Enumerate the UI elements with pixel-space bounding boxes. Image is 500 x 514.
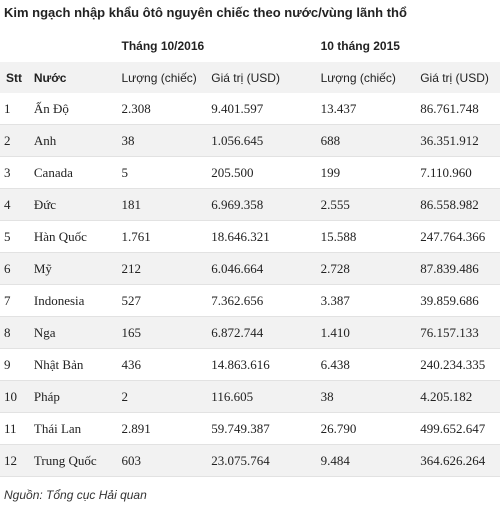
stt-cell: 7 bbox=[0, 285, 28, 317]
qty-current-cell: 2.891 bbox=[115, 413, 205, 445]
country-cell: Đức bbox=[28, 189, 116, 221]
value-current-cell: 6.969.358 bbox=[205, 189, 314, 221]
value-previous-cell: 499.652.647 bbox=[414, 413, 500, 445]
country-cell: Nhật Bản bbox=[28, 349, 116, 381]
value-previous-cell: 87.839.486 bbox=[414, 253, 500, 285]
qty-previous-cell: 2.555 bbox=[315, 189, 415, 221]
qty-previous-cell: 9.484 bbox=[315, 445, 415, 477]
country-cell: Pháp bbox=[28, 381, 116, 413]
value-current-cell: 23.075.764 bbox=[205, 445, 314, 477]
period-previous-header: 10 tháng 2015 bbox=[315, 30, 500, 62]
qty-previous-cell: 38 bbox=[315, 381, 415, 413]
value-previous-cell: 7.110.960 bbox=[414, 157, 500, 189]
table-row bbox=[0, 253, 500, 285]
qty-previous-cell: 15.588 bbox=[315, 221, 415, 253]
source-note: Nguồn: Tổng cục Hải quan bbox=[4, 488, 147, 502]
qty-previous-cell: 2.728 bbox=[315, 253, 415, 285]
value-current-cell: 18.646.321 bbox=[205, 221, 314, 253]
qty-previous-cell: 6.438 bbox=[315, 349, 415, 381]
column-header-row bbox=[0, 62, 500, 93]
table-row bbox=[0, 93, 500, 125]
qty-current-cell: 212 bbox=[115, 253, 205, 285]
qty-previous-cell: 688 bbox=[315, 125, 415, 157]
value-previous-cell: 76.157.133 bbox=[414, 317, 500, 349]
period-current-header: Tháng 10/2016 bbox=[115, 30, 314, 62]
country-cell: Trung Quốc bbox=[28, 445, 116, 477]
qty-previous-cell: 13.437 bbox=[315, 93, 415, 125]
stt-cell: 4 bbox=[0, 189, 28, 221]
country-cell: Hàn Quốc bbox=[28, 221, 116, 253]
col-header-country: Nước bbox=[28, 62, 116, 93]
value-previous-cell: 247.764.366 bbox=[414, 221, 500, 253]
country-cell: Thái Lan bbox=[28, 413, 116, 445]
stt-cell: 3 bbox=[0, 157, 28, 189]
stt-cell: 6 bbox=[0, 253, 28, 285]
value-current-cell: 9.401.597 bbox=[205, 93, 314, 125]
qty-current-cell: 5 bbox=[115, 157, 205, 189]
value-previous-cell: 364.626.264 bbox=[414, 445, 500, 477]
value-current-cell: 7.362.656 bbox=[205, 285, 314, 317]
value-current-cell: 1.056.645 bbox=[205, 125, 314, 157]
value-current-cell: 14.863.616 bbox=[205, 349, 314, 381]
value-current-cell: 116.605 bbox=[205, 381, 314, 413]
stt-cell: 11 bbox=[0, 413, 28, 445]
qty-previous-cell: 26.790 bbox=[315, 413, 415, 445]
table-row bbox=[0, 125, 500, 157]
period-blank-cell bbox=[28, 30, 116, 62]
country-cell: Anh bbox=[28, 125, 116, 157]
stt-cell: 2 bbox=[0, 125, 28, 157]
col-header-value-previous: Giá trị (USD) bbox=[414, 62, 500, 93]
table-title: Kim ngạch nhập khẩu ôtô nguyên chiếc theo nước/vùng lãnh thổ bbox=[4, 5, 407, 20]
period-header-row bbox=[0, 30, 500, 62]
value-previous-cell: 36.351.912 bbox=[414, 125, 500, 157]
table-row bbox=[0, 381, 500, 413]
qty-current-cell: 436 bbox=[115, 349, 205, 381]
col-header-stt: Stt bbox=[0, 62, 28, 93]
import-table bbox=[0, 30, 500, 477]
country-cell: Nga bbox=[28, 317, 116, 349]
col-header-qty-current: Lượng (chiếc) bbox=[115, 62, 205, 93]
qty-current-cell: 1.761 bbox=[115, 221, 205, 253]
country-cell: Mỹ bbox=[28, 253, 116, 285]
table-row bbox=[0, 317, 500, 349]
period-blank-cell bbox=[0, 30, 28, 62]
value-current-cell: 205.500 bbox=[205, 157, 314, 189]
qty-previous-cell: 199 bbox=[315, 157, 415, 189]
value-previous-cell: 4.205.182 bbox=[414, 381, 500, 413]
stt-cell: 5 bbox=[0, 221, 28, 253]
stt-cell: 9 bbox=[0, 349, 28, 381]
qty-previous-cell: 3.387 bbox=[315, 285, 415, 317]
qty-current-cell: 2 bbox=[115, 381, 205, 413]
value-previous-cell: 86.761.748 bbox=[414, 93, 500, 125]
qty-current-cell: 527 bbox=[115, 285, 205, 317]
qty-current-cell: 181 bbox=[115, 189, 205, 221]
value-previous-cell: 240.234.335 bbox=[414, 349, 500, 381]
qty-current-cell: 603 bbox=[115, 445, 205, 477]
country-cell: Canada bbox=[28, 157, 116, 189]
qty-current-cell: 2.308 bbox=[115, 93, 205, 125]
qty-current-cell: 38 bbox=[115, 125, 205, 157]
value-previous-cell: 86.558.982 bbox=[414, 189, 500, 221]
qty-current-cell: 165 bbox=[115, 317, 205, 349]
stt-cell: 12 bbox=[0, 445, 28, 477]
table-row bbox=[0, 445, 500, 477]
qty-previous-cell: 1.410 bbox=[315, 317, 415, 349]
table-row bbox=[0, 413, 500, 445]
table-row bbox=[0, 349, 500, 381]
col-header-qty-previous: Lượng (chiếc) bbox=[315, 62, 415, 93]
stt-cell: 10 bbox=[0, 381, 28, 413]
table-row bbox=[0, 285, 500, 317]
table-row bbox=[0, 221, 500, 253]
value-current-cell: 6.872.744 bbox=[205, 317, 314, 349]
stt-cell: 8 bbox=[0, 317, 28, 349]
value-previous-cell: 39.859.686 bbox=[414, 285, 500, 317]
table-row bbox=[0, 157, 500, 189]
country-cell: Ấn Độ bbox=[28, 93, 116, 125]
col-header-value-current: Giá trị (USD) bbox=[205, 62, 314, 93]
value-current-cell: 59.749.387 bbox=[205, 413, 314, 445]
table-row bbox=[0, 189, 500, 221]
value-current-cell: 6.046.664 bbox=[205, 253, 314, 285]
country-cell: Indonesia bbox=[28, 285, 116, 317]
stt-cell: 1 bbox=[0, 93, 28, 125]
